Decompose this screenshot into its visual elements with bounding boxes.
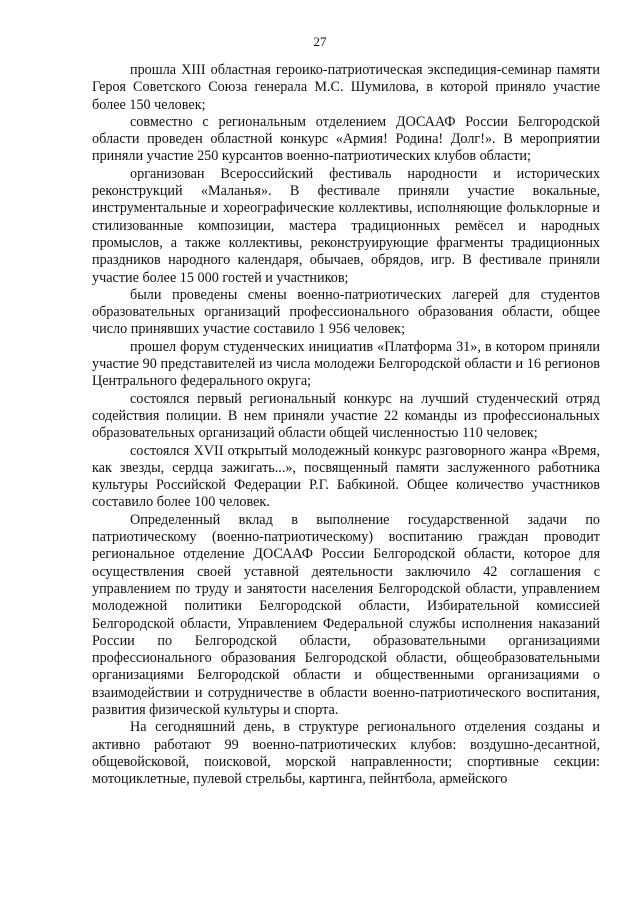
paragraph: состоялся первый региональный конкурс на лучший студенческий отряд содействия полиции. В нем приняли участие 22 команды из профессиональных образовательных организаций области общей численностью 110 человек; [92, 390, 600, 442]
paragraph: были проведены смены военно-патриотических лагерей для студентов образовательных организаций профессионального образования области, общее число принявших участие составило 1 956 человек; [92, 286, 600, 338]
page-number: 27 [313, 34, 327, 49]
paragraph: На сегодняшний день, в структуре регионального отделения созданы и активно работают 99 военно-патриотических клубов: воздушно-десантной, общевойсковой, поисковой, морской направленности; спортивные секции: мотоциклетные, пулевой стрельбы, картинга, пейнтбола, армейского [92, 719, 600, 788]
body-text [92, 62, 600, 788]
paragraph: состоялся XVII открытый молодежный конкурс разговорного жанра «Время, как звезды, сердца зажигать...», посвященный памяти заслуженного работника культуры Российской Федерации Р.Г. Бабкиной. Общее количество участников составило более 100 человек. [92, 442, 600, 511]
paragraph: совместно с региональным отделением ДОСААФ России Белгородской области проведен областной конкурс «Армия! Родина! Долг!». В мероприятии приняли участие 250 курсантов военно-патриотических клубов области; [92, 113, 600, 165]
paragraph: Определенный вклад в выполнение государственной задачи по патриотическому (военно-патриотическому) воспитанию граждан проводит региональное отделение ДОСААФ России Белгородской области, которое для осуществления своей уставной деятельности заключило 42 соглашения с управлением по труду и занятости населения Белгородской области, управлением молодежной политики Белгородской области, Избирательной комиссией Белгородской области, Управлением Федеральной службы исполнения наказаний России по Белгородской области, образовательными организациями профессионального образования Белгородской области, общеобразовательными организациями Белгородской области и общественными организациями о взаимодействии и сотрудничестве в области военно-патриотического воспитания, развития физической культуры и спорта. [92, 511, 600, 718]
paragraph: прошла XIII областная героико-патриотическая экспедиция-семинар памяти Героя Советского Союза генерала М.С. Шумилова, в которой приняло участие более 150 человек; [92, 62, 600, 113]
paragraph: прошел форум студенческих инициатив «Платформа 31», в котором приняли участие 90 представителей из числа молодежи Белгородской области и 16 регионов Центрального федерального округа; [92, 338, 600, 390]
paragraph: организован Всероссийский фестиваль народности и исторических реконструкций «Маланья». В фестивале приняли участие вокальные, инструментальные и хореографические коллективы, исполняющие фольклорные и стилизованные композиции, мастера традиционных ремёсел и народных промыслов, а также коллективы, реконструирующие фрагменты традиционных праздников народного календаря, обычаев, обрядов, игр. В фестивале приняли участие более 15 000 гостей и участников; [92, 165, 600, 286]
